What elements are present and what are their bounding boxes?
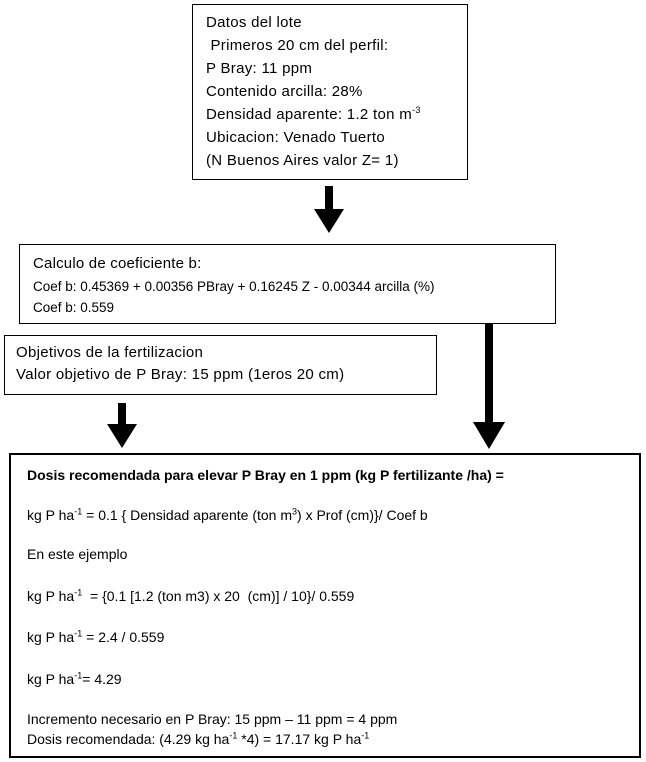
coef-b-formula: Coef b: 0.45369 + 0.00356 PBray + 0.16245 Z - 0.00344 arcilla (%) (33, 279, 435, 294)
formula-exponent-2: 3 (292, 506, 298, 517)
calc1-part-b: = {0.1 [1.2 (ton m3) x 20 (cm)] / 10}/ 0.559 (82, 588, 355, 604)
incremento-line: Incremento necesario en P Bray: 15 ppm – 11 ppm = 4 ppm (27, 711, 398, 727)
ejemplo-label: En este ejemplo (27, 546, 128, 562)
dosis-formula (27, 507, 428, 523)
dosis-box (9, 453, 641, 758)
perfil-line: Primeros 20 cm del perfil: (206, 37, 389, 54)
dosis-recomendada-line (27, 731, 369, 747)
densidad-text: Densidad aparente: 1.2 ton m (206, 106, 413, 123)
densidad-exponent: -3 (412, 105, 421, 115)
dosis-heading: Dosis recomendada para elevar P Bray en 1 ppm (kg P fertilizante /ha) = (27, 467, 504, 483)
calc1-exponent: -1 (74, 587, 83, 598)
arcilla-line: Contenido arcilla: 28% (206, 83, 363, 100)
objetivo-value: Valor objetivo de P Bray: 15 ppm (1eros 20 cm) (16, 366, 345, 383)
densidad-line (206, 103, 467, 126)
formula-part-c: ) x Prof (cm)}/ Coef b (297, 507, 428, 523)
formula-part-a: kg P ha (27, 507, 75, 523)
p-bray-line: P Bray: 11 ppm (206, 60, 313, 77)
recom-part-a: Dosis recomendada: (4.29 kg ha (27, 731, 230, 747)
calc3-part-a: kg P ha (27, 671, 75, 687)
calc-step-2 (27, 629, 164, 645)
calc3-exponent: -1 (74, 670, 83, 681)
formula-exponent: -1 (74, 506, 83, 517)
calc2-part-a: kg P ha (27, 629, 75, 645)
recom-exponent-1: -1 (229, 730, 238, 741)
arrow-down-icon (314, 186, 344, 234)
calc-step-3 (27, 671, 122, 687)
formula-part-b: = 0.1 { Densidad aparente (ton m (82, 507, 292, 523)
arrow-down-icon (473, 324, 505, 450)
calc2-exponent: -1 (74, 628, 83, 639)
datos-lote-box (192, 4, 468, 180)
coef-b-result: Coef b: 0.559 (33, 300, 115, 315)
calculo-title: Calculo de coeficiente b: (33, 255, 202, 272)
objetivos-box (4, 335, 437, 395)
ubicacion-line: Ubicacion: Venado Tuerto (206, 129, 385, 146)
calc2-part-b: = 2.4 / 0.559 (82, 629, 165, 645)
calc1-part-a: kg P ha (27, 588, 75, 604)
calc-step-1 (27, 588, 354, 604)
calculo-coeficiente-box (19, 244, 556, 324)
arrow-down-icon (107, 403, 137, 449)
zona-line: (N Buenos Aires valor Z= 1) (206, 152, 399, 169)
objetivos-title: Objetivos de la fertilizacion (16, 344, 204, 361)
calc3-part-b: = 4.29 (82, 671, 122, 687)
datos-lote-title: Datos del lote (206, 14, 302, 31)
recom-part-b: *4) = 17.17 kg P ha (237, 731, 362, 747)
recom-exponent-2: -1 (361, 730, 370, 741)
